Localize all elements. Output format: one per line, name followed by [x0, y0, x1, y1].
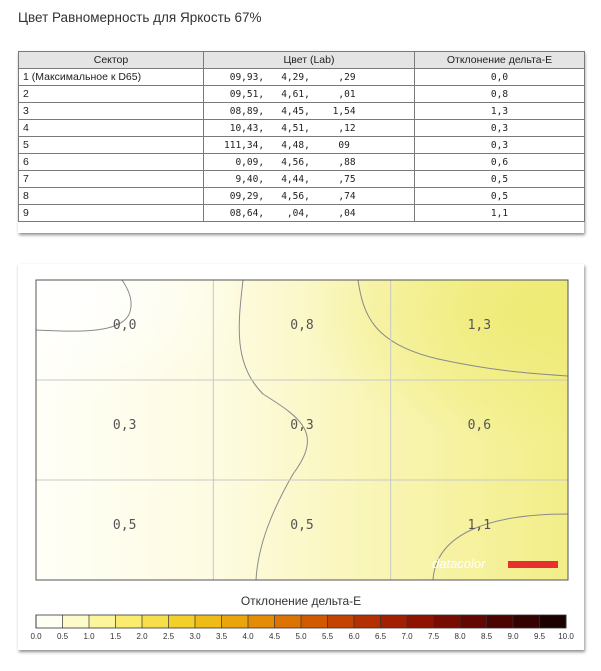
sector-value: 1,1 — [467, 518, 492, 533]
uniformity-table — [18, 51, 584, 233]
legend-tick-label: 2.5 — [162, 632, 175, 641]
legend-scale — [30, 615, 574, 641]
legend-tick-label: 9.5 — [533, 632, 546, 641]
legend-tick-label: 6.5 — [374, 632, 387, 641]
legend-tick-label: 1.5 — [109, 632, 122, 641]
legend-tick-label: 6.0 — [348, 632, 360, 641]
table-row — [19, 154, 585, 171]
legend-tick-label: 7.5 — [427, 632, 440, 641]
cell-lab: 08,64, ,04, ,04 — [204, 205, 415, 222]
table-row — [19, 86, 585, 103]
datacolor-logo: datacolor — [432, 556, 486, 571]
cell-sector: 8 — [19, 188, 204, 205]
legend-swatch — [460, 615, 487, 628]
legend-tick-label: 3.5 — [215, 632, 228, 641]
legend-tick-label: 4.0 — [242, 632, 254, 641]
legend-swatch — [89, 615, 116, 628]
legend-swatch — [434, 615, 461, 628]
cell-sector: 5 — [19, 137, 204, 154]
legend-tick-label: 3.0 — [189, 632, 201, 641]
cell-sector: 4 — [19, 120, 204, 137]
legend-swatch — [328, 615, 355, 628]
table-row — [19, 103, 585, 120]
cell-sector: 6 — [19, 154, 204, 171]
legend-tick-label: 8.0 — [454, 632, 466, 641]
legend-tick-label: 1.0 — [83, 632, 95, 641]
cell-lab: 111,34, 4,48, 09 — [204, 137, 415, 154]
table-row — [19, 137, 585, 154]
legend-tick-label: 4.5 — [268, 632, 281, 641]
legend-swatch — [195, 615, 222, 628]
legend-swatch — [301, 615, 328, 628]
cell-delta-e: 0,0 — [415, 69, 585, 86]
cell-lab: 09,29, 4,56, ,74 — [204, 188, 415, 205]
legend-swatch — [540, 615, 567, 628]
legend-tick-label: 2.0 — [136, 632, 148, 641]
legend-swatch — [407, 615, 434, 628]
sector-value: 0,3 — [290, 418, 314, 433]
legend-swatch — [222, 615, 249, 628]
legend-title: Отклонение дельта-E — [240, 594, 362, 608]
header-lab: Цвет (Lab) — [204, 52, 415, 69]
table-header-row — [19, 52, 585, 69]
page-title: Цвет Равномерность для Яркость 67% — [18, 10, 262, 25]
sector-value: 0,5 — [290, 518, 314, 533]
header-delta-e: Отклонение дельта-E — [415, 52, 585, 69]
cell-lab: 09,51, 4,61, ,01 — [204, 86, 415, 103]
legend-swatch — [354, 615, 381, 628]
cell-sector: 9 — [19, 205, 204, 222]
cell-sector: 7 — [19, 171, 204, 188]
cell-delta-e: 0,5 — [415, 171, 585, 188]
legend-tick-label: 5.5 — [321, 632, 334, 641]
legend-swatch — [142, 615, 169, 628]
cell-delta-e: 1,1 — [415, 205, 585, 222]
logo-bar — [508, 561, 558, 568]
legend-swatch — [36, 615, 63, 628]
legend-swatch — [513, 615, 540, 628]
sector-value: 1,3 — [467, 318, 492, 333]
legend-swatch — [248, 615, 275, 628]
cell-delta-e: 1,3 — [415, 103, 585, 120]
legend-swatch — [275, 615, 302, 628]
cell-delta-e: 0,5 — [415, 188, 585, 205]
sector-value: 0,6 — [467, 418, 492, 433]
sector-value: 0,5 — [112, 518, 137, 533]
contour-map — [36, 280, 568, 580]
legend-swatch — [116, 615, 143, 628]
sector-value: 0,3 — [112, 418, 137, 433]
legend-tick-label: 0.5 — [56, 632, 69, 641]
cell-lab: 10,43, 4,51, ,12 — [204, 120, 415, 137]
cell-delta-e: 0,3 — [415, 120, 585, 137]
table — [18, 51, 585, 222]
legend-swatch — [63, 615, 90, 628]
cell-lab: 08,89, 4,45, 1,54 — [204, 103, 415, 120]
legend-tick-label: 5.0 — [295, 632, 307, 641]
cell-lab: 9,40, 4,44, ,75 — [204, 171, 415, 188]
table-row — [19, 171, 585, 188]
legend-swatch — [169, 615, 196, 628]
cell-lab: 09,93, 4,29, ,29 — [204, 69, 415, 86]
cell-delta-e: 0,8 — [415, 86, 585, 103]
cell-sector: 3 — [19, 103, 204, 120]
cell-delta-e: 0,3 — [415, 137, 585, 154]
sector-value: 0,0 — [112, 318, 137, 333]
table-row — [19, 188, 585, 205]
header-sector: Сектор — [19, 52, 204, 69]
cell-delta-e: 0,6 — [415, 154, 585, 171]
legend-tick-label: 9.0 — [507, 632, 519, 641]
legend-tick-label: 0.0 — [30, 632, 42, 641]
legend-swatch — [487, 615, 514, 628]
sector-value: 0,8 — [290, 318, 314, 333]
legend-tick-label: 10.0 — [558, 632, 574, 641]
table-row — [19, 69, 585, 86]
cell-sector: 2 — [19, 86, 204, 103]
table-row — [19, 205, 585, 222]
legend-swatch — [381, 615, 408, 628]
legend-tick-label: 7.0 — [401, 632, 413, 641]
cell-sector: 1 (Максимальное к D65) — [19, 69, 204, 86]
cell-lab: 0,09, 4,56, ,88 — [204, 154, 415, 171]
uniformity-plot — [18, 264, 584, 650]
uniformity-plot-svg — [18, 264, 584, 650]
legend-tick-label: 8.5 — [480, 632, 493, 641]
table-row — [19, 120, 585, 137]
